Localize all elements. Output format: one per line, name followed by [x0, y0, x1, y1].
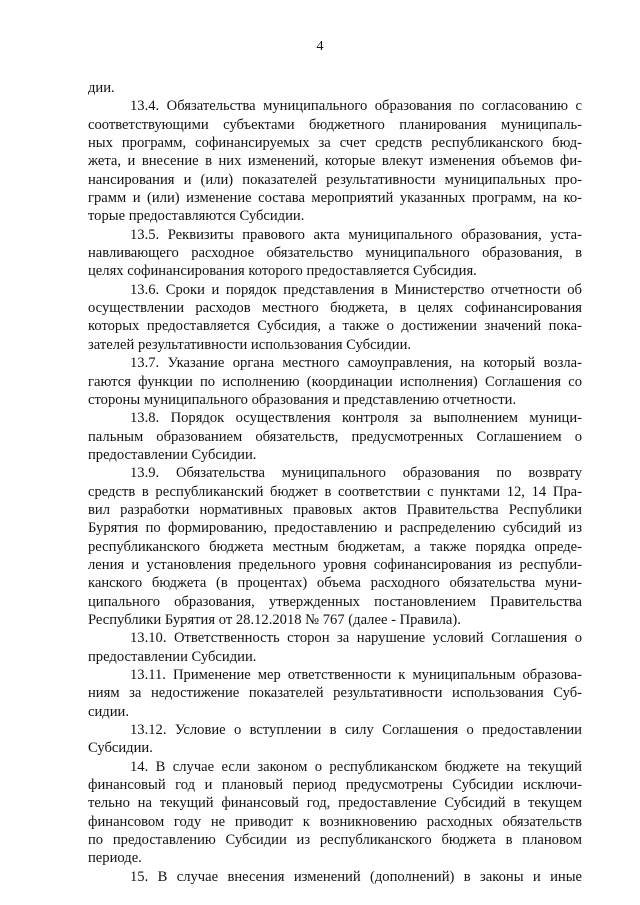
text-line: ниям за недостижение показателей результативности использования Суб-	[88, 685, 582, 702]
text-line: жета, и внесение в них изменений, которые влекут изменения объемов фи-	[88, 153, 582, 170]
text-line: 13.8. Порядок осуществления контроля за выполнением муници-	[130, 410, 582, 427]
text-line: предоставлении Субсидии.	[88, 446, 257, 463]
text-line: 13.7. Указание органа местного самоуправления, на который возла-	[130, 355, 582, 372]
text-line: финансовом году не приводит к возникновению расходных обязательств	[88, 813, 582, 830]
text-line: соответствующими субъектами бюджетного планирования муниципаль-	[88, 116, 582, 133]
text-line: грамм и (или) изменение состава мероприятий указанных программ, на ко-	[88, 190, 582, 207]
paragraph	[88, 226, 582, 281]
paragraph	[88, 464, 582, 629]
text-line: предоставлении Субсидии.	[88, 648, 257, 665]
text-line: 13.4. Обязательства муниципального образования по согласованию с	[130, 98, 582, 115]
text-line: финансовый год и плановый период предусмотрены Субсидии исключи-	[88, 777, 582, 794]
text-line: ных программ, софинансируемых за счет средств республиканского бюд-	[88, 135, 582, 152]
text-line: торые предоставляются Субсидии.	[88, 208, 305, 225]
text-line: канского бюджета (в процентах) объема расходного обязательства муни-	[88, 575, 582, 592]
text-line: Субсидии.	[88, 740, 153, 757]
text-line: республиканского бюджета местным бюджетам, а также порядка опреде-	[88, 538, 582, 555]
text-line: 14. В случае если законом о республиканском бюджете на текущий	[130, 758, 582, 775]
text-line: вил разработки нормативных правовых актов Правительства Республики	[88, 501, 582, 518]
text-line: стороны муниципального образования и представлению отчетности.	[88, 391, 517, 408]
text-line: 13.6. Сроки и порядок представления в Министерство отчетности об	[130, 281, 582, 298]
text-line: зателей результативности использования Субсидии.	[88, 336, 412, 353]
text-line: ципального образования, утвержденных постановлением Правительства	[88, 593, 582, 610]
paragraph	[88, 97, 582, 225]
paragraph	[88, 79, 582, 97]
text-line: ления и установления предельного уровня софинансирования из республи-	[88, 556, 582, 573]
text-line: целях софинансирования которого предоставляется Субсидия.	[88, 263, 477, 280]
text-line: пальным образованием обязательств, предусмотренных Соглашением о	[88, 428, 582, 445]
text-line: по предоставлению Субсидии из республиканского бюджета в плановом	[88, 832, 582, 849]
text-line: Республики Бурятия от 28.12.2018 № 767 (далее - Правила).	[88, 611, 461, 628]
text-line: 13.11. Применение мер ответственности к муниципальным образова-	[130, 667, 582, 683]
text-line: 13.12. Условие о вступлении в силу Соглашения о предоставлении	[130, 722, 582, 739]
paragraph	[88, 281, 582, 354]
text-line: сидии.	[88, 703, 129, 720]
text-line: нансирования и (или) показателей результативности муниципальных про-	[88, 171, 582, 188]
text-line: навливающего расходное обязательство муниципального образования, в	[88, 245, 582, 262]
paragraph	[88, 629, 582, 666]
text-line: 15. В случае внесения изменений (дополнений) в законы и иные	[130, 868, 582, 885]
document-body	[88, 79, 582, 886]
text-line: 13.9. Обязательства муниципального образования по возврату	[130, 465, 582, 482]
text-line: которых предоставляется Субсидия, а также о достижении значений пока-	[88, 318, 582, 335]
text-line: тельно на текущий финансовый год, предоставление Субсидий в текущем	[88, 795, 582, 812]
text-line: 13.5. Реквизиты правового акта муниципального образования, уста-	[130, 226, 582, 243]
page-number: 4	[316, 39, 324, 54]
text-line: средств в республиканский бюджет в соответствии с пунктами 12, 14 Пра-	[88, 483, 582, 500]
paragraph	[88, 354, 582, 409]
text-line: Бурятия по формированию, предоставлению и распределению субсидий из	[88, 520, 582, 537]
text-line: периоде.	[88, 850, 142, 867]
text-line: 13.10. Ответственность сторон за нарушение условий Соглашения о	[130, 630, 582, 647]
text-line: осуществлении расходов местного бюджета, в целях софинансирования	[88, 300, 582, 317]
paragraph	[88, 666, 582, 721]
text-line: гаются функции по исполнению (координации исполнения) Соглашения со	[88, 373, 582, 390]
paragraph	[88, 758, 582, 868]
text-line: дии.	[88, 80, 115, 96]
paragraph	[88, 721, 582, 758]
paragraph	[88, 868, 582, 886]
paragraph	[88, 409, 582, 464]
